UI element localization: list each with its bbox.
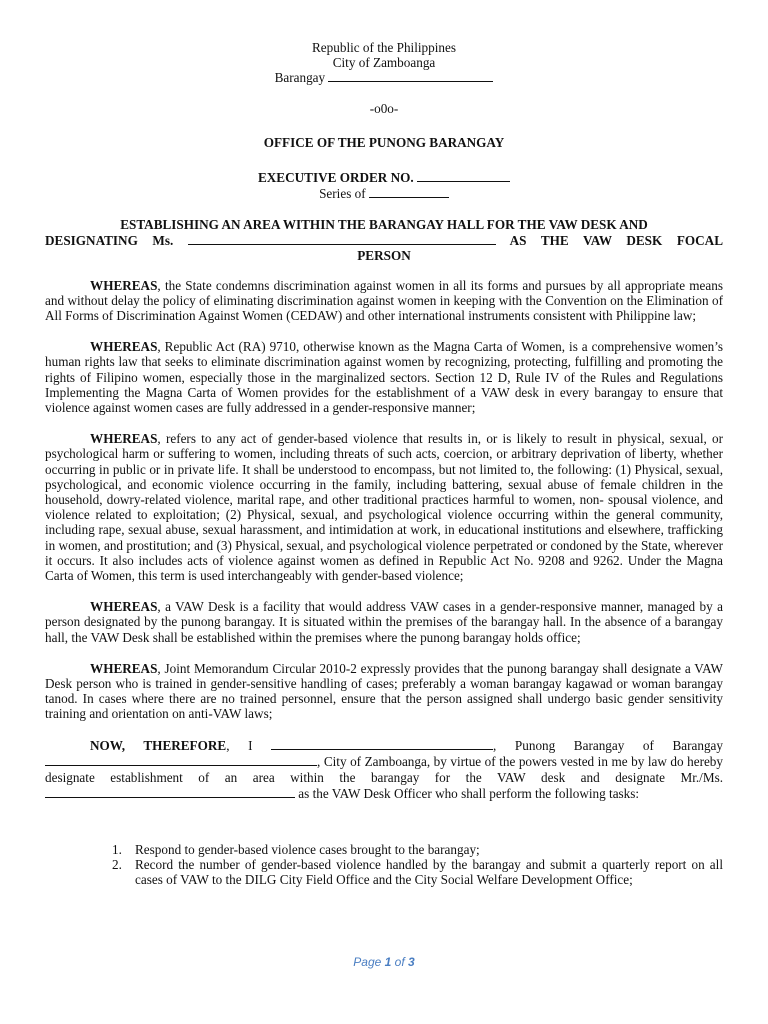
list-item: 2. Record the number of gender-based violence handled by the barangay and submit a quarterly report on all cases of VAW to the DILG City Field Office and the City Social Welfare Development Office; bbox=[112, 856, 723, 887]
title-line-3: PERSON bbox=[357, 248, 411, 263]
series-label: Series of bbox=[319, 186, 366, 201]
document-page bbox=[45, 40, 723, 887]
now-therefore-paragraph: NOW, THEREFORE, I , Punong Barangay of Barangay , City of Zamboanga, by virtue of the powers vested in me by law do hereby designate establishment of an area within the barangay for the VAW desk and designate Mr./Ms. as the VAW Desk Officer who shall perform the following tasks: bbox=[45, 737, 723, 801]
whereas-paragraph-1: WHEREAS, the State condemns discrimination against women in all its forms and pursues by all appropriate means and without delay the policy of eliminating discrimination against women in keeping with the Convention on the Elimination of All Forms of Discrimination Against Women (CEDAW) and other international instruments consistent with Philippine law; bbox=[45, 277, 723, 323]
header-republic: Republic of the Philippines bbox=[312, 40, 456, 55]
whereas-paragraph-3: WHEREAS, refers to any act of gender-based violence that results in, or is likely to result in physical, sexual, or psychological harm or suffering to women, including threats of such acts, coercion, or arbitrary deprivation of liberty, whether occurring in public or in private life. It shall be understood to encompass, but not limited to, the following: (1) Physical, sexual, psychological, and economic violence occurring in the family, including battering, sexual abuse of female children in the household, dowry-related violence, marital rape, and other traditional practices harmful to women, non- spousal violence, and violence related to exploitation; (2) Physical, sexual, and psychological violence occurring within the general community, including rape, sexual abuse, sexual harassment, and intimidation at work, in educational institutions and elsewhere, trafficking in women, and prostitution; and (3) Physical, sexual, and psychological violence perpetrated or condoned by the State, wherever it occurs. It also includes acts of violence against women as defined in Republic Act No. 9208 and 9262. Under the Magna Carta of Women, this term is used interchangeably with gender-based violence; bbox=[45, 431, 723, 583]
order-title bbox=[45, 217, 723, 264]
separator: -o0o- bbox=[369, 101, 399, 116]
page-number-footer: Page 1 of 3 bbox=[353, 955, 415, 969]
barangay-name-blank bbox=[45, 754, 317, 766]
vaw-officer-name-blank bbox=[45, 786, 295, 798]
designee-name-blank bbox=[188, 233, 496, 245]
office-heading: OFFICE OF THE PUNONG BARANGAY bbox=[263, 135, 505, 150]
executive-order-number bbox=[45, 170, 723, 186]
barangay-label: Barangay bbox=[274, 70, 326, 85]
title-line-2: DESIGNATING Ms. AS THE VAW DESK FOCAL bbox=[45, 232, 723, 248]
barangay-blank bbox=[328, 70, 493, 82]
series-blank bbox=[369, 186, 449, 198]
list-item: 1. Respond to gender-based violence cases brought to the barangay; bbox=[112, 841, 480, 857]
whereas-paragraph-4: WHEREAS, a VAW Desk is a facility that would address VAW cases in a gender-responsive manner, managed by a person designated by the punong barangay. It is situated within the premises of the barangay hall. In the absence of a barangay hall, the VAW Desk shall be established within the premises where the punong barangay holds office; bbox=[45, 599, 723, 645]
header-city: City of Zamboanga bbox=[332, 55, 436, 70]
eo-label: EXECUTIVE ORDER NO. bbox=[257, 170, 414, 185]
whereas-paragraph-5: WHEREAS, Joint Memorandum Circular 2010-2 expressly provides that the punong barangay shall designate a VAW Desk person who is trained in gender-sensitive handling of cases; preferably a woman barangay kagawad or woman barangay tanod. In cases where there are no trained personnel, ensure that the person assigned shall undergo basic gender sensitivity training and orientation on anti-VAW laws; bbox=[45, 660, 724, 722]
whereas-paragraph-2: WHEREAS, Republic Act (RA) 9710, otherwise known as the Magna Carta of Women, is a comprehensive women’s human rights law that seeks to eliminate discrimination against women by recognizing, protecting, fulfilling and promoting the rights of Filipino women, especially those in the marginalized sectors. Section 12 D, Rule IV of the Rules and Regulations Implementing the Magna Carta of Women provides for the establishment of a VAW desk in every barangay to ensure that violence against women cases are fully addressed in a gender-responsive manner; bbox=[45, 339, 723, 415]
task-list bbox=[45, 842, 723, 887]
title-line-1: ESTABLISHING AN AREA WITHIN THE BARANGAY HALL FOR THE VAW DESK AND bbox=[120, 217, 648, 232]
punong-barangay-name-blank bbox=[271, 738, 493, 750]
header-barangay bbox=[45, 70, 723, 85]
eo-number-blank bbox=[417, 170, 510, 182]
series-line bbox=[45, 186, 723, 201]
